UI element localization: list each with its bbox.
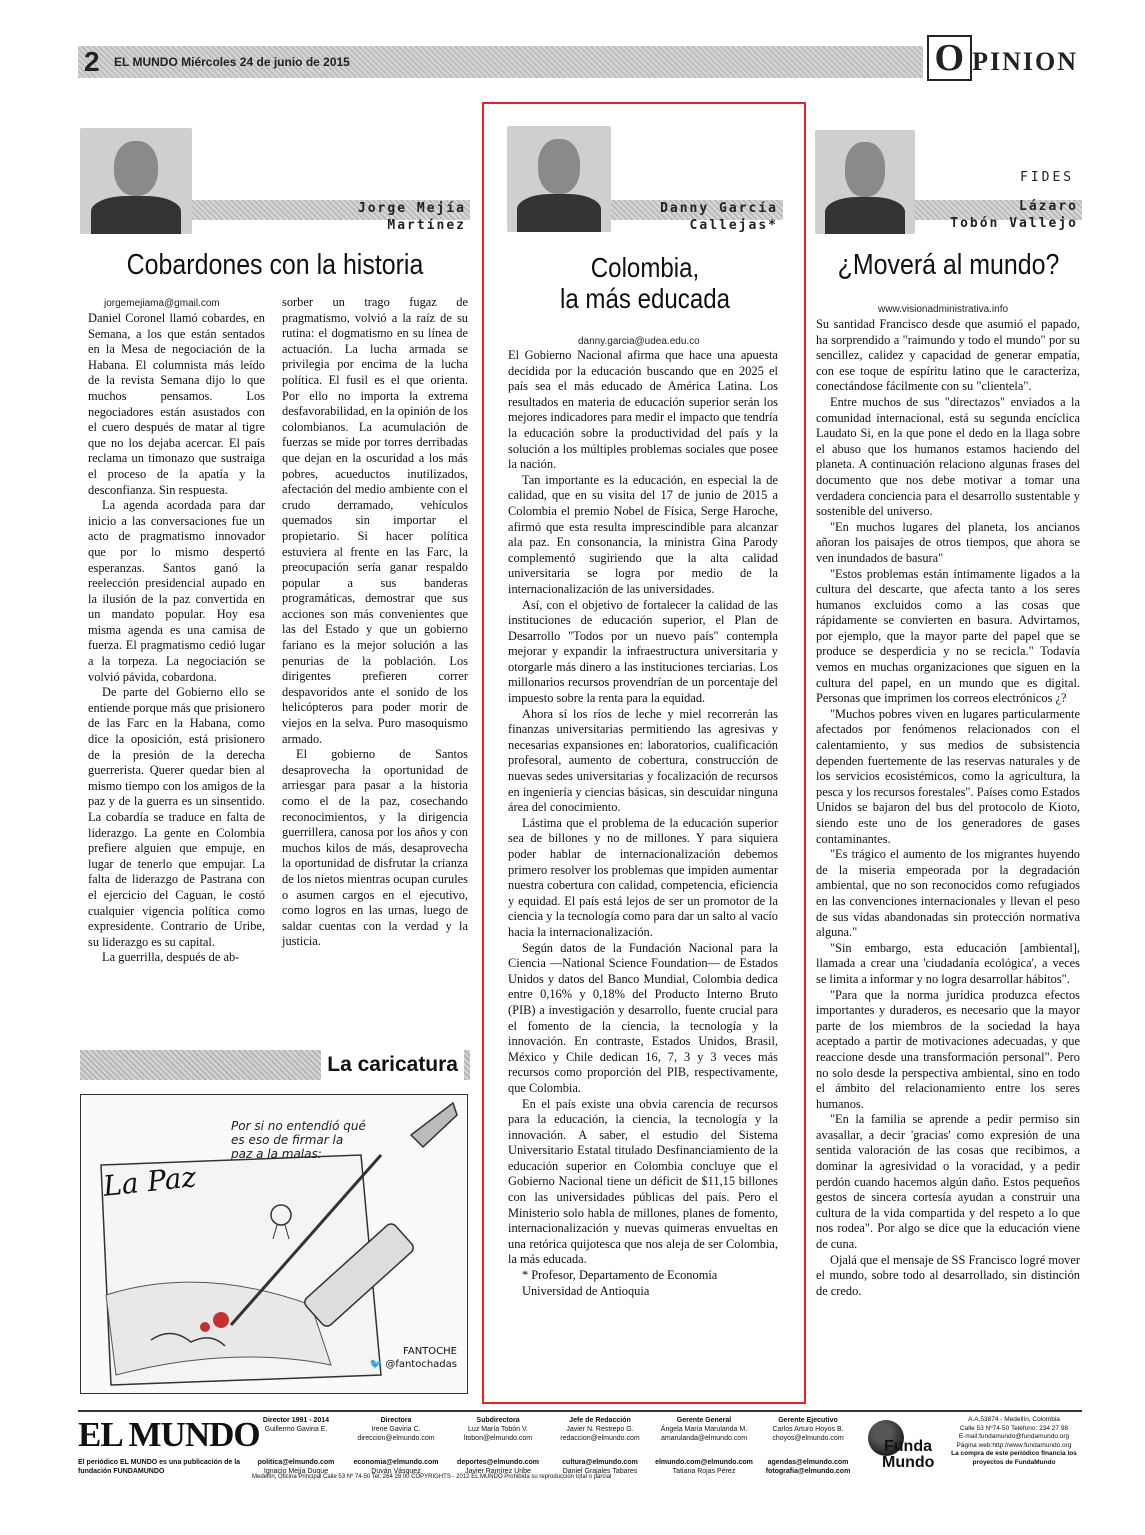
page-header-bar: [78, 37, 1082, 79]
staff-role: Jefe de Redacción: [569, 1417, 631, 1424]
paragraph: Según datos de la Fundación Nacional para la Ciencia —National Science Foundation— de Estados Unidos y datos del Banco Mundial, Colombia dedica entre 0,16% y 0,18% del Producto Interno Bruto (PIB) a investigación y desarrollo, fuente crucial para el fomento de la ciencia, la tecnología y la innovación. En contraste, Estados Unidos, Brasil, México y Chile dedican 16, 7, 3 y 3 veces más recursos como proporción del PIB, respectivamente, que Colombia.: [508, 940, 778, 1095]
staff-name: Guillermo Gaviria E.: [264, 1426, 328, 1433]
right-author-line1: Lázaro: [1019, 199, 1078, 214]
paragraph: "Para que la norma jurídica produzca efectos importantes y duraderos, es necesario que la mayor parte de los miembros de la sociedad la haya aceptado a partir de motivaciones adecuadas, y que reaccione desde una transformación personal". Pero no solo desde la perspectiva ambiental, sino en todo el ámbito del relacionamiento entre los seres humanos.: [816, 987, 1080, 1111]
paragraph: La agenda acordada para dar inicio a las conversaciones fue un acto de pragmatismo innovador que por lo mismo despertó esperanzas. Santos ganó la reelección presidencial aupado en la ilusión de la paz convertida en un mandato popular. Hoy esa misma agenda es una camisa de fuerza. El pragmatismo cedió lugar a la torpeza. La negociación se volvió pávida, cobardona.: [88, 498, 265, 684]
center-article-body: [508, 348, 778, 1299]
paragraph: Lástima que el problema de la educación superior sea de billones y no de millones. Y para siquiera poder hablar de internacionalización debemos primero resolver los problemas que impiden aumentar nuestra cobertura con calidad, competencia, eficiencia y equidad. El país está lejos de ser un promotor de la ciencia y la tecnología como para dar un salto al vacío hacia la internacionalización.: [508, 815, 778, 939]
info-line: A.A.53874 - Medellín, Colombia: [968, 1416, 1060, 1423]
paragraph: "En muchos lugares del planeta, los ancianos añoran los paisajes de otros tiempos, que ahora se ven inundados de basura": [816, 519, 1080, 565]
center-author-line2: Callejas*: [689, 218, 778, 233]
staff-email[interactable]: direccion@elmundo.com: [357, 1435, 435, 1442]
cartoon-illustration: [80, 1094, 468, 1394]
paragraph: Ojalá que el mensaje de SS Francisco logré mover el mundo, sobre todo al desarrollado, sin distinción de credo.: [816, 1252, 1080, 1298]
foundation-info: [944, 1416, 1084, 1467]
staff-name: Javier N. Restrepo G.: [566, 1426, 634, 1433]
center-title-line2: la más educada: [559, 283, 731, 314]
page-number: 2: [84, 46, 100, 77]
paragraph: De parte del Gobierno ello se entiende porque más que prisionero de las Farc en la Habana, como dice la oposición, está prisionero de la presión de la derecha guerrerista. Querer quedar bien al mismo tiempo con los amigos de la paz y de la guerra es un sinsentido. La cobardía se traduce en falta de liderazgo. La gente en Colombia prefiere alguien que empuje, en lugar de tenerlo que empujar. La falta de liderazgo de Pastrana con el ejercicio del Caguan, le costó cualquier vigencia política como expresidente. Contrario de Uribe, su liderazgo es su capital.: [88, 685, 265, 949]
cartoon-caption-line3: paz a la malas:: [231, 1147, 322, 1161]
desk-email[interactable]: economia@elmundo.com: [353, 1459, 439, 1466]
left-article-title: Cobardones con la historia: [126, 249, 424, 281]
desk-name: Duván Vásquez: [371, 1468, 421, 1475]
staff-role: Gerente General: [676, 1417, 732, 1424]
cartoon-caption-line1: Por si no entendió qué: [231, 1119, 366, 1133]
staff-email[interactable]: amarulanda@elmundo.com: [660, 1435, 748, 1442]
desk-name: Ignacio Mejía Duque: [263, 1468, 329, 1475]
masthead-logo: EL MUNDO: [78, 1415, 260, 1454]
info-line: Calle 53 Nº74-50 Teléfono: 234 27 98: [959, 1424, 1069, 1432]
paragraph: "Estos problemas están íntimamente ligados a la cultura del descarte, que afecta tanto a los seres humanos excluidos como a las cosas que rápidamente se convierten en basura. Advirtamos, por ejemplo, que la mayor parte del papel que se produce se desperdicia y no se recicla." Todavía vemos en muchas organizaciones que siguen en la cultura del papel, en un mundo que es digital. Personas que imprimen los correos electrónicos ¿?: [816, 566, 1080, 706]
footnote-line2: Universidad de Antioquia: [522, 1283, 650, 1298]
right-author-name: [920, 198, 1078, 232]
staff-entry: [348, 1416, 444, 1443]
desk-email[interactable]: elmundo.com@elmundo.com: [655, 1459, 753, 1466]
section-rest: PINION: [972, 47, 1078, 76]
desk-contact: [654, 1458, 754, 1476]
cartoon-document-title: La Paz: [101, 1160, 198, 1203]
paragraph: Daniel Coronel llamó cobardes, en Semana, a los que están sentados en la Mesa de negociación de la Habana. El columnista más leído de la revista Semana dijo lo que muchos pensamos. Los negociadores están asustados con el cuero después de matar al tigre que no los dejaba acercar. El país reclama un timonazo que sustraiga el proceso de la apatía y la desconfianza. Sin respuesta.: [88, 311, 265, 497]
cartoon-credit: [370, 1345, 457, 1371]
column-kicker: FIDES: [1020, 170, 1075, 185]
staff-role: Directora: [380, 1417, 412, 1424]
desk-email-2[interactable]: fotografia@elmundo.com: [765, 1468, 851, 1475]
center-author-email: danny.garcia@udea.edu.co: [578, 336, 700, 347]
staff-entry: [250, 1416, 342, 1434]
right-author-photo: [815, 130, 915, 234]
page-footer: [78, 1410, 1082, 1482]
left-author-line1: Jorge Mejía: [357, 201, 466, 216]
desk-email[interactable]: agendas@elmundo.com: [767, 1459, 849, 1466]
center-article-title: [526, 252, 763, 314]
staff-name: Irene Gaviria C.: [371, 1426, 421, 1433]
cartoon-artist: FANTOCHE: [403, 1346, 457, 1357]
logo-word-2: Mundo: [882, 1454, 935, 1471]
staff-entry: [758, 1416, 858, 1443]
staff-email[interactable]: ltobon@elmundo.com: [463, 1435, 533, 1442]
footnote-line1: * Profesor, Departamento de Economía: [522, 1268, 718, 1283]
desk-contact: [758, 1458, 858, 1476]
left-article-col2: [282, 295, 468, 950]
right-article-title: ¿Moverá al mundo?: [837, 249, 1060, 281]
desk-name: Tatiana Rojas Pérez: [672, 1468, 736, 1475]
paragraph: "Muchos pobres viven en lugares particularmente afectados por fenómenos relacionados con el calentamiento, y sus medios de subsistencia dependen fuertemente de las reservas naturales y de los servicios ecosistémicos, como la agricultura, la pesca y los recursos forestales". Países como Estados Unidos se bajaron del bus del protocolo de Kioto, siendo este uno de los generadores de gases contaminantes.: [816, 706, 1080, 846]
left-article-col1: [88, 311, 265, 966]
paragraph: En el país existe una obvia carencia de recursos para la educación, la ciencia, la tecnología y la innovación. A saber, el estudio del Sistema Universitario Estatal titulado Desfinanciamiento de la educación superior en Colombia concluye que el Gobierno Nacional tiene un déficit de $11,15 billones con las universidades públicas del país. Pero el Ministerio solo habla de millones, planes de fomento, internacionalización y nuevas quimeras envueltas en una retórica quijotesca que nos aleja de ser Colombia, la más educada.: [508, 1096, 778, 1267]
staff-role: Gerente Ejecutivo: [778, 1417, 838, 1424]
paragraph: sorber un trago fugaz de pragmatismo, volvió a la raíz de su rutina: el dogmatismo en su línea de actuación. La lucha armada se privilegia por encima de la lucha política. El fusil es el que orienta. Por ello no importa la extrema desfavorabilidad, en la opinión de los colombianos. La acumulación de fuerzas se mide por torres derribadas que dejan en la oscuridad a los más pobres, acueductos inutilizados, afectación del medio ambiente con el crudo derramado, vehículos quemados sin importar el propietario. Si hacer política estuviera al frente en las Farc, la preocupación sería ganar respaldo popular a sus banderas programáticas, demostrar que sus acciones son más convenientes que las del Estado y que un gobierno fariano es la mejor solución a las penurias de la población. Los dirigentes prefieren correr despavoridos ante el sonido de los helicópteros para poder morir de viejos en la selva. Puro masoquismo armado.: [282, 295, 468, 746]
desk-name: Daniel Grajales Tabares: [562, 1468, 638, 1475]
left-author-photo: [80, 128, 192, 234]
paragraph: Así, con el objetivo de fortalecer la calidad de las instituciones de educación superior, el Plan de Desarrollo "Todos por un nuevo país" contempla mejorar y expandir la infraestructura universitaria y otorgarle más dinero a las instituciones terciarias. Los millonarios recursos provendrían de un porcentaje del impuesto sobre la renta para la equidad.: [508, 597, 778, 706]
info-line[interactable]: Página web:http://www.fundamundo.org: [956, 1441, 1072, 1449]
staff-entry: [552, 1416, 648, 1443]
paragraph: "En la familia se aprende a pedir permiso sin avasallar, a decir 'gracias' como expresión de una sentida valoración de las cosas que recibimos, a dominar la agresividad o la voracidad, y a pedir perdón cuando hacemos algún daño. Estos pequeños gestos de sincera cortesía ayudan a construir una cultura de la vida compartida y del respeto a lo que nos rodea". Por algo se dice que la educación viene de cuna.: [816, 1112, 1080, 1252]
section-initial: O: [927, 35, 973, 81]
logo-word-1: Funda: [884, 1438, 932, 1455]
right-author-line2: Tobón Vallejo: [950, 216, 1078, 231]
staff-name: Ángela María Marulanda M.: [660, 1426, 748, 1433]
staff-name: Luz María Tobón V.: [468, 1426, 528, 1433]
paragraph: "Es trágico el aumento de los migrantes huyendo de la miseria empeorada por la degradación ambiental, que no son reconocidos como refugiados en las convenciones internacionales y llevan el peso de sus vidas abandonadas sin protección normativa alguna.": [816, 847, 1080, 940]
paragraph: La guerrilla, después de ab-: [102, 950, 240, 965]
paragraph: Entre muchos de sus "directazos" enviados a la comunidad internacional, está su segunda encíclica Laudato Si, en la que pone el dedo en la llaga sobre el abuso que los humanos estamos haciendo del planeta. A continuación relaciono algunas frases del documento que nos debe motivar a tomar una verdadera conciencia para el desarrollo sustentable y sostenible del universo.: [816, 394, 1080, 519]
paragraph: Tan importante es la educación, en especial la de calidad, que en su visita del 17 de junio de 2015 a Colombia el premio Nobel de Física, Serge Haroche, afirmó que esta resulta imprescindible para alcanzar ala paz. En consonancia, la ministra Gina Parody complementó sugiriendo que la alta calidad universitaria se logra por medio de la internacionalización de las universidades.: [508, 472, 778, 596]
cartoon-handle-text: @fantochadas: [385, 1359, 457, 1370]
paragraph: "Sin embargo, esta educación [ambiental], llamada a crear una 'ciudadanía ecológica', a veces se limita a informar y no logra desarrollar hábitos".: [816, 940, 1080, 986]
masthead-subtitle: El periódico EL MUNDO es una publicación de la fundación FUNDAMUNDO: [78, 1459, 241, 1475]
fundamundo-logo: [864, 1418, 934, 1478]
author-footnote: [508, 1268, 778, 1299]
staff-name: Carlos Arturo Hoyos B.: [772, 1426, 844, 1433]
cartoon-heading-bar: [80, 1050, 470, 1080]
desk-email[interactable]: cultura@elmundo.com: [562, 1459, 638, 1466]
center-title-line1: Colombia,: [590, 252, 700, 283]
dateline: EL MUNDO Miércoles 24 de junio de 2015: [114, 55, 350, 69]
desk-name: Javier Ramírez Uribe: [465, 1468, 531, 1475]
center-author-name: [620, 200, 778, 234]
right-article-body: [816, 317, 1080, 1299]
left-author-line2: Martínez: [387, 218, 466, 233]
staff-email[interactable]: choyos@elmundo.com: [772, 1435, 844, 1442]
office-address: Medellín, Oficina Principal Calle 53 Nº 74-50 Tel: 264 28 00 COPYRIGHTS - 2012 EL MUNDO Prohibida su reproducción total o parcial: [252, 1474, 612, 1480]
center-author-photo: [507, 126, 611, 232]
cartoon-heading: La caricatura: [321, 1050, 464, 1080]
left-author-email: jorgemejiama@gmail.com: [104, 298, 220, 309]
left-author-name: [300, 200, 466, 234]
info-line[interactable]: E-mail:fundamundo@fundamundo.org: [958, 1433, 1070, 1440]
staff-entry: [654, 1416, 754, 1443]
paragraph: El Gobierno Nacional afirma que hace una apuesta decidida por la educación buscando que en 2025 el país sea el más educado de América Latina. Los resultados en materia de educación superior serán los mejores indicadores para medir el impacto que tendría la educación sobre la productividad del país y la solución a los múltiples problemas sociales que posee la nación.: [508, 348, 778, 472]
desk-email[interactable]: deportes@elmundo.com: [457, 1459, 539, 1466]
paragraph: El gobierno de Santos desaprovecha la oportunidad de arriesgar para pasar a la historia como el de la paz, cosechando reconocimientos, y la dirigencia guerrillera, canosa por los años y con muchos kilos de más, desaprovecha la oportunidad de disfrutar la crianza de los nietos mientras ocupan curules o asumen cargos en el ejecutivo, como logros en las urnas, luego de saldar cuentas con la verdad y la justicia.: [282, 747, 468, 949]
twitter-icon: 🐦: [369, 1359, 386, 1370]
center-author-line1: Danny García: [660, 201, 778, 216]
section-title: [923, 38, 1082, 78]
staff-entry: [450, 1416, 546, 1443]
paragraph: Ahora sí los ríos de leche y miel recorrerán las finanzas universitarias permitiendo las agresivas y necesarias expansiones en: laboratorios, cualificación profesoral, aumento de cobertura, construcción de nuevas sedes universitarias y focalización de recursos en ingeniería y ciencias básicas, sin descuidar ninguna área del conocimiento.: [508, 706, 778, 815]
cartoon-handle: [370, 1358, 457, 1371]
info-line: La compra de este periódico financia los proyectos de FundaMundo: [951, 1450, 1077, 1466]
right-author-website: www.visionadministrativa.info: [878, 304, 1009, 315]
staff-role: Subdirectora: [476, 1417, 520, 1424]
paragraph: Su santidad Francisco desde que asumió el papado, ha sorprendido a "raimundo y todo el mundo" por su sencillez, calidez y capacidad de generar empatía, con ese toque de espíritu latino que le caracteriza, conectándose fácilmente con su "clientela".: [816, 317, 1080, 394]
desk-email[interactable]: politica@elmundo.com: [257, 1459, 335, 1466]
cartoon-caption: [231, 1119, 366, 1161]
cartoon-caption-line2: es eso de firmar la: [231, 1133, 344, 1147]
staff-role: Director 1991 - 2014: [262, 1417, 330, 1424]
staff-email[interactable]: redaccion@elmundo.com: [560, 1435, 640, 1442]
